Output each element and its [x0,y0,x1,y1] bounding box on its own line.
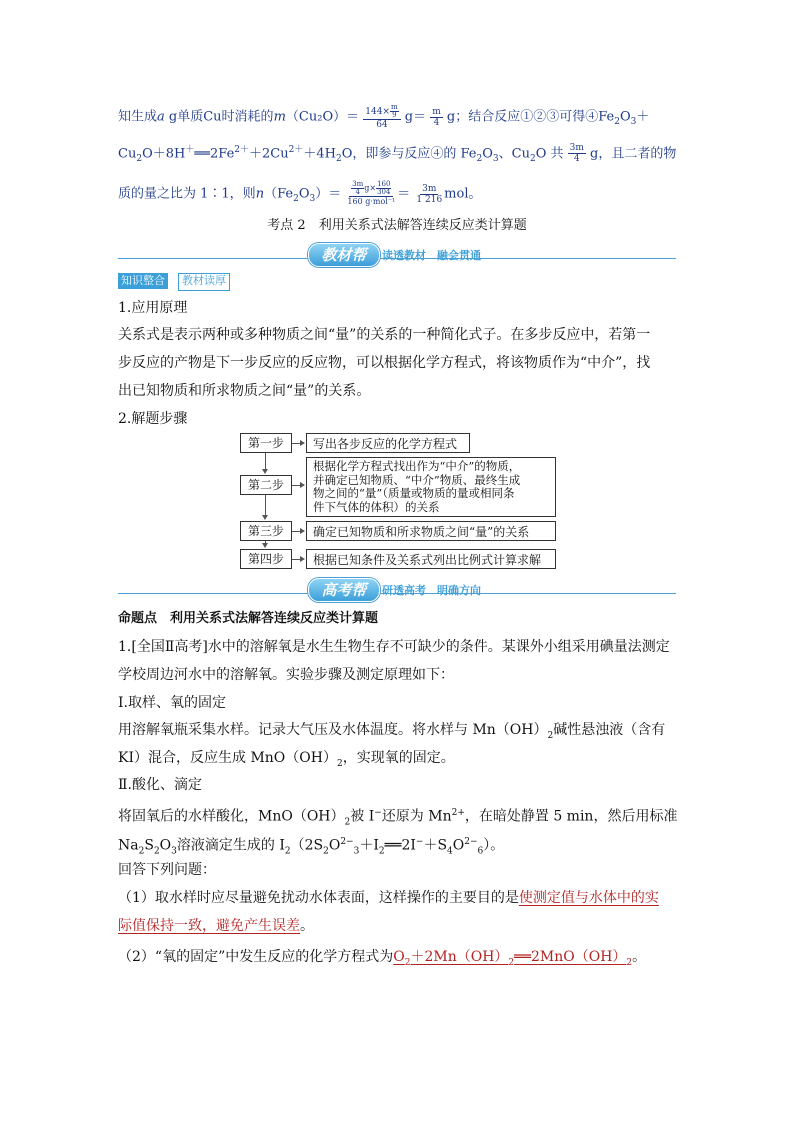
fraction-3m-over-4: $\frac{3m}{4}$ [569,143,584,165]
intro-line-1: 知生成a g单质Cu时消耗的m（Cu₂O）＝ 144× $\frac{m}{9}$ 64 g＝ $\frac{m}{4}$ g；结合反应①②③可得$④Fe_2O_3+$ [118,103,650,130]
step-3-label: 第三步 [240,521,292,541]
q1-sub-1: Ⅰ.取样、氧的固定 [118,695,226,711]
section-title: 考点 2 利用关系式法解答连续反应类计算题 [267,218,527,233]
connector-2-3 [265,495,266,516]
q1-sub-2: Ⅱ.酸化、滴定 [118,777,202,793]
step-1-desc: 写出各步反应的化学方程式 [306,433,470,453]
intro-line-2: $Cu_2O+8H^+══2Fe^{2+}+2Cu^{2+}+4H_2O$，即参与反应④的 $Fe_2O_3$、$Cu_2O$ 共 $\frac{3m}{4}$ g，且二者的物 [118,143,677,165]
fraction-144m9-over-64: 144× $\frac{m}{9}$ 64 [363,104,400,130]
step-2-label: 第二步 [240,475,292,495]
q1-answer-1-line-1: （1）取水样时应尽量避免扰动水体表面，这样操作的主要目的是使测定值与水体中的实 [118,890,659,906]
arrow-3-4 [262,543,268,548]
step-4-label: 第四步 [240,549,292,569]
step-1-label: 第一步 [240,433,292,453]
principle-p2: 步反应的产物是下一步反应的反应物，可以根据化学方程式，将该物质作为“中介”，找 [118,355,651,371]
tag-jiaocai: 教材读厚 [178,273,230,291]
q1-line-1: 1.[全国Ⅱ高考]水中的溶解氧是水生生物生存不可缺少的条件。某课外小组采用碘量法测定 [118,639,670,655]
tag-zhishi: 知识整合 [118,273,168,289]
step-2-desc: 根据化学方程式找出作为“中介”的物质， 并确定已知物质、“中介”物质、最终生成 物之间的“量”（质量或物质的量或相同条 件下气体的体积）的关系 [306,457,556,517]
q1-line-4: KI）混合，反应生成 $MnO(OH)_2$，实现氧的固定。 [118,750,455,769]
arrow-step1-desc [300,440,305,446]
mingti-heading: 命题点 利用关系式法解答连续反应类计算题 [118,611,379,626]
intro-line-3: 质的量之比为 1∶1，则$n(Fe_2O_3)=$ $\frac{3m}{4}$ g× $\frac{160}{304}$ 160 g·mol⁻¹ ＝ $\frac{3m}{1 216}$ mol。 [118,180,482,206]
q1-line-3: 用溶解氧瓶采集水样。记录大气压及水体温度。将水样与 $Mn(OH)_2$碱性悬浊液（含有 [118,722,666,741]
steps-heading: 2.解题步骤 [118,411,188,427]
answer-1-text-cont: 际值保持一致，避免产生误差 [118,918,300,934]
step-4-desc: 根据已知条件及关系式列出比例式计算求解 [306,549,556,569]
q1-ask: 回答下列问题： [118,862,216,878]
banner-1-sub: 读透教材 融会贯通 [382,249,481,262]
q1-line-5: 将固氧后的水样酸化，$MnO(OH)_2$被 I−还原为 $Mn^{2+}$，在暗处静置 5 min，然后用标准 [118,808,678,828]
arrow-step3-desc [300,528,305,534]
answer-1-text: 使测定值与水体中的实 [518,890,659,906]
arrow-step2-desc [300,482,305,488]
banner-2-label: 高考帮 [308,578,380,602]
q1-line-6: $Na_2S_2O_3$溶液滴定生成的 $I_2(2S_2O^{2-}_3+I_2══2I^-+S_4O^{2-}_6)$。 [118,837,505,857]
answer-2-equation: $O_2+2Mn(OH)_2══2MnO(OH)_2$ [393,949,633,968]
fraction-m-over-4: $\frac{m}{4}$ [432,106,441,128]
q1-line-2: 学校周边河水中的溶解氧。实验步骤及测定原理如下： [118,667,454,683]
arrow-1-2 [262,469,268,474]
principle-p1: 关系式是表示两种或多种物质之间“量”的关系的一种简化式子。在多步反应中，若第一 [118,327,651,343]
q1-answer-2: （2）“氧的固定”中发生反应的化学方程式为$O_2+2Mn(OH)_2══2MnO(OH)_2$。 [118,949,647,968]
q1-answer-1-line-2: 际值保持一致，避免产生误差。 [118,918,314,934]
arrow-2-3 [262,515,268,520]
banner-2-sub: 研透高考 明确方向 [382,584,481,597]
step-3-desc: 确定已知物质和所求物质之间“量”的关系 [306,521,556,541]
arrow-step4-desc [300,556,305,562]
fraction-n-fe2o3: $\frac{3m}{4}$ g× $\frac{160}{304}$ 160 g·mol⁻¹ [347,180,396,206]
principle-heading: 1.应用原理 [118,300,188,316]
principle-p3: 出已知物质和所求物质之间“量”的关系。 [118,383,371,399]
fraction-3m-over-1216: $\frac{3m}{1 216}$ [416,183,443,205]
banner-1-label: 教材帮 [308,243,380,267]
connector-1-2 [265,453,266,470]
